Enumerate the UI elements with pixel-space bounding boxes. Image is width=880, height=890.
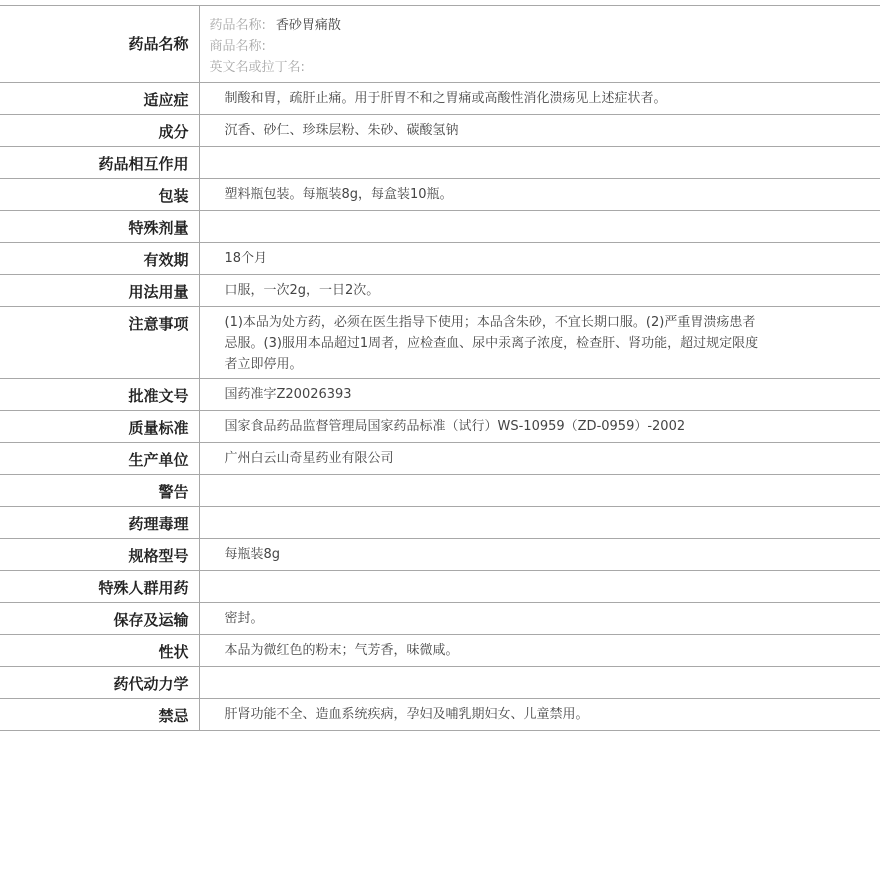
row-label: 保存及运输 [0, 603, 199, 635]
table-row [0, 83, 880, 115]
row-label: 禁忌 [0, 699, 199, 731]
row-label: 性状 [0, 635, 199, 667]
table-row [0, 115, 880, 147]
row-label: 质量标准 [0, 411, 199, 443]
generic-name-key: 药品名称: [209, 18, 266, 33]
row-value: 制酸和胃，疏肝止痛。用于肝胃不和之胃痛或高酸性消化溃疡见上述症状者。 [199, 83, 880, 115]
row-label: 批准文号 [0, 379, 199, 411]
generic-name-line [210, 15, 880, 36]
row-label: 包装 [0, 179, 199, 211]
table-row [0, 699, 880, 731]
row-value: 密封。 [199, 603, 880, 635]
table-row [0, 243, 880, 275]
row-label: 警告 [0, 475, 199, 507]
row-value: 国药准字Z20026393 [199, 379, 880, 411]
table-row [0, 603, 880, 635]
table-row [0, 475, 880, 507]
table-row [0, 635, 880, 667]
table-row [0, 275, 880, 307]
row-label: 有效期 [0, 243, 199, 275]
row-value [199, 571, 880, 603]
trade-name-line [210, 36, 880, 57]
row-label: 规格型号 [0, 539, 199, 571]
table-row [0, 443, 880, 475]
table-row [0, 667, 880, 699]
table-row [0, 411, 880, 443]
english-name-key: 英文名或拉丁名: [209, 60, 305, 75]
table-row [0, 147, 880, 179]
row-value [199, 667, 880, 699]
row-value: 国家食品药品监督管理局国家药品标准（试行）WS-10959（ZD-0959）-2002 [199, 411, 880, 443]
row-value: (1)本品为处方药，必须在医生指导下使用；本品含朱砂，不宜长期口服。(2)严重胃溃疡患者忌服。(3)服用本品超过1周者，应检查血、尿中汞离子浓度，检查肝、肾功能，超过规定限度者立即停用。 [199, 307, 880, 379]
table-row [0, 379, 880, 411]
row-value: 塑料瓶包装。每瓶装8g，每盒装10瓶。 [199, 179, 880, 211]
row-value [199, 507, 880, 539]
drug-spec-table [0, 5, 880, 731]
row-label: 特殊剂量 [0, 211, 199, 243]
table-row [0, 307, 880, 379]
table-row [0, 211, 880, 243]
row-label: 适应症 [0, 83, 199, 115]
generic-name-value: 香砂胃痛散 [275, 18, 341, 33]
table-row [0, 571, 880, 603]
row-value [199, 211, 880, 243]
row-value: 口服，一次2g，一日2次。 [199, 275, 880, 307]
row-value: 广州白云山奇星药业有限公司 [199, 443, 880, 475]
row-value: 沉香、砂仁、珍珠层粉、朱砂、碳酸氢钠 [199, 115, 880, 147]
row-label: 药代动力学 [0, 667, 199, 699]
row-value [199, 475, 880, 507]
table-row-drug-name [0, 6, 880, 83]
row-label: 用法用量 [0, 275, 199, 307]
row-value [199, 147, 880, 179]
row-label: 药品名称 [0, 6, 199, 83]
table-row [0, 507, 880, 539]
table-row [0, 179, 880, 211]
row-value: 每瓶装8g [199, 539, 880, 571]
table-row [0, 539, 880, 571]
row-label: 注意事项 [0, 307, 199, 379]
drug-name-cell [199, 6, 880, 83]
row-label: 特殊人群用药 [0, 571, 199, 603]
english-name-line [210, 57, 880, 78]
row-label: 成分 [0, 115, 199, 147]
row-label: 药品相互作用 [0, 147, 199, 179]
row-value: 本品为微红色的粉末；气芳香，味微咸。 [199, 635, 880, 667]
row-value: 肝肾功能不全、造血系统疾病，孕妇及哺乳期妇女、儿童禁用。 [199, 699, 880, 731]
row-label: 生产单位 [0, 443, 199, 475]
row-label: 药理毒理 [0, 507, 199, 539]
row-value: 18个月 [199, 243, 880, 275]
trade-name-key: 商品名称: [209, 39, 266, 54]
